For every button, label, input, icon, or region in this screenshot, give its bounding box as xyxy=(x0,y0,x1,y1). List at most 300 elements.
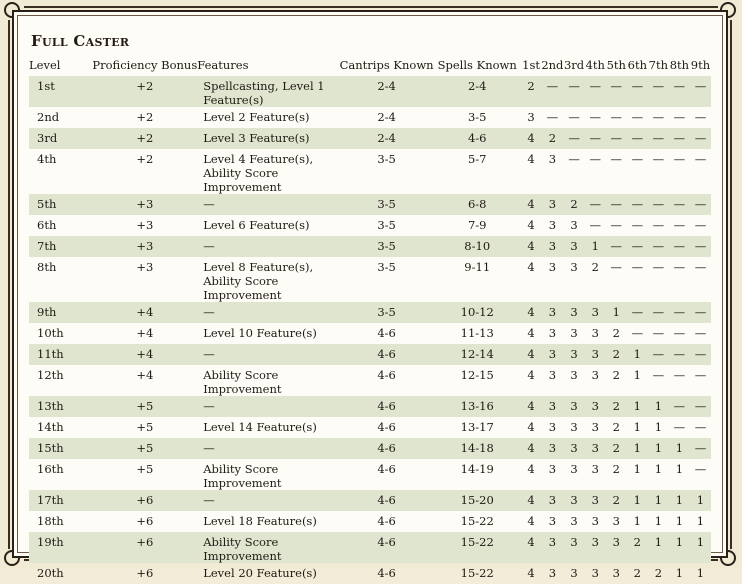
cell-cantrips: 4-6 xyxy=(377,462,396,476)
frame-top-edge xyxy=(24,6,718,8)
cell-slot: 4 xyxy=(521,396,541,417)
cell-slot: — xyxy=(610,110,623,124)
header-slot-2nd: 2nd xyxy=(541,58,564,72)
cell-proficiency: +3 xyxy=(92,236,197,257)
cell-spells-known: 8-10 xyxy=(434,236,521,257)
table-row xyxy=(29,344,711,365)
cell-slot: — xyxy=(589,110,602,124)
cell-features: Ability Score Improvement xyxy=(203,462,282,490)
cell-level: 2nd xyxy=(37,110,60,124)
cell-slot: — xyxy=(563,128,584,149)
cell-spells-known: 12-14 xyxy=(434,344,521,365)
full-caster-table xyxy=(29,56,711,584)
cell-proficiency: +6 xyxy=(136,514,154,528)
cell-spells-known: 15-22 xyxy=(460,514,494,528)
cell-slot: 3 xyxy=(541,194,563,215)
cell-slot: — xyxy=(631,260,644,274)
header-slot-4th: 4th xyxy=(585,58,605,72)
header-features: Features xyxy=(197,58,249,72)
cell-slot: — xyxy=(585,76,606,107)
cell-slot: — xyxy=(631,326,644,340)
cell-slot: 2 xyxy=(606,344,627,365)
header-spells-known: Spells Known xyxy=(437,58,517,72)
cell-slot: — xyxy=(627,302,648,323)
cell-slot: 2 xyxy=(612,420,620,434)
cell-features: Level 6 Feature(s) xyxy=(203,218,310,232)
cell-slot: — xyxy=(589,152,602,166)
cell-slot: 3 xyxy=(612,566,620,580)
cell-slot: 2 xyxy=(612,326,620,340)
cell-slot: 3 xyxy=(585,490,606,511)
cell-slot: 1 xyxy=(654,514,663,528)
cell-slot: 3 xyxy=(570,368,578,382)
cell-level: 1st xyxy=(29,76,92,107)
cell-features: Spellcasting, Level 1 Feature(s) xyxy=(197,76,339,107)
cell-slot: — xyxy=(606,76,627,107)
cell-slot: — xyxy=(568,152,580,166)
table-row xyxy=(29,149,711,194)
cell-features: — xyxy=(197,236,339,257)
cell-slot: — xyxy=(669,128,690,149)
cell-features: — xyxy=(197,302,339,323)
cell-level: 18th xyxy=(37,514,64,528)
header-proficiency: Proficiency Bonus xyxy=(92,58,198,72)
cell-slot: 1 xyxy=(669,438,690,459)
cell-slot: — xyxy=(694,110,707,124)
cell-slot: 3 xyxy=(563,236,584,257)
cell-features: — xyxy=(197,490,339,511)
cell-slot: 3 xyxy=(548,218,557,232)
cell-slot: — xyxy=(541,76,563,107)
cell-slot: 3 xyxy=(585,302,606,323)
cell-slot: 3 xyxy=(563,302,584,323)
cell-slot: 2 xyxy=(627,532,648,563)
cell-slot: — xyxy=(694,152,707,166)
cell-slot: 1 xyxy=(696,514,705,528)
cell-slot: 2 xyxy=(612,462,620,476)
cell-proficiency: +5 xyxy=(136,420,154,434)
frame-left-edge xyxy=(8,20,10,549)
cell-level: 9th xyxy=(29,302,92,323)
cell-slot: 1 xyxy=(690,532,711,563)
cell-slot: — xyxy=(563,76,584,107)
cell-level: 6th xyxy=(37,218,57,232)
cell-slot: — xyxy=(669,344,690,365)
cell-slot: — xyxy=(694,420,707,434)
cell-slot: — xyxy=(673,218,686,232)
cell-slot: 1 xyxy=(627,490,648,511)
cell-slot: — xyxy=(669,396,690,417)
cell-features: Level 10 Feature(s) xyxy=(203,326,317,340)
cell-slot: 3 xyxy=(548,566,557,580)
cell-slot: — xyxy=(673,152,686,166)
cell-slot: 2 xyxy=(521,76,541,107)
cell-slot: 3 xyxy=(563,396,584,417)
table-title: Full Caster xyxy=(31,32,130,50)
header-level: Level xyxy=(29,58,61,72)
cell-level: 15th xyxy=(29,438,92,459)
cell-slot: 3 xyxy=(548,260,557,274)
cell-cantrips: 4-6 xyxy=(377,326,396,340)
cell-features: — xyxy=(197,344,339,365)
cell-slot: 3 xyxy=(585,532,606,563)
cell-slot: 1 xyxy=(585,236,606,257)
cell-slot: 4 xyxy=(527,462,535,476)
cell-level: 7th xyxy=(29,236,92,257)
cell-slot: — xyxy=(610,260,623,274)
cell-features: — xyxy=(197,396,339,417)
cell-slot: 3 xyxy=(570,326,578,340)
cell-slot: 1 xyxy=(627,438,648,459)
cell-proficiency: +6 xyxy=(92,532,197,563)
cell-slot: — xyxy=(589,218,602,232)
cell-cantrips: 2-4 xyxy=(340,76,434,107)
cell-proficiency: +3 xyxy=(136,260,154,274)
table-body xyxy=(29,76,711,584)
cell-slot: 3 xyxy=(570,218,578,232)
cell-slot: 3 xyxy=(570,462,578,476)
cell-spells-known: 12-15 xyxy=(460,368,494,382)
cell-slot: 4 xyxy=(521,128,541,149)
cell-slot: 3 xyxy=(548,462,557,476)
header-slot-5th: 5th xyxy=(606,58,626,72)
cell-slot: 1 xyxy=(606,302,627,323)
cell-slot: — xyxy=(669,194,690,215)
cell-level: 14th xyxy=(37,420,64,434)
cell-proficiency: +3 xyxy=(136,218,154,232)
cell-slot: 1 xyxy=(648,532,669,563)
cell-spells-known: 10-12 xyxy=(434,302,521,323)
cell-slot: 1 xyxy=(696,566,705,580)
cell-cantrips: 2-4 xyxy=(377,110,396,124)
cell-spells-known: 6-8 xyxy=(434,194,521,215)
cell-slot: — xyxy=(606,194,627,215)
cell-slot: 3 xyxy=(585,344,606,365)
cell-cantrips: 4-6 xyxy=(340,396,434,417)
cell-slot: — xyxy=(606,128,627,149)
cell-slot: — xyxy=(585,194,606,215)
cell-level: 19th xyxy=(29,532,92,563)
cell-slot: 1 xyxy=(675,514,684,528)
cell-slot: 3 xyxy=(541,532,563,563)
cell-slot: 4 xyxy=(527,326,535,340)
cell-slot: 3 xyxy=(591,420,599,434)
cell-slot: — xyxy=(652,218,665,232)
cell-slot: 1 xyxy=(654,420,663,434)
cell-proficiency: +5 xyxy=(92,438,197,459)
cell-slot: — xyxy=(648,302,669,323)
cell-spells-known: 5-7 xyxy=(467,152,487,166)
cell-slot: 1 xyxy=(633,514,641,528)
cell-slot: 3 xyxy=(591,368,599,382)
cell-proficiency: +4 xyxy=(92,344,197,365)
cell-features: Level 2 Feature(s) xyxy=(203,110,310,124)
cell-spells-known: 14-19 xyxy=(460,462,494,476)
cell-cantrips: 3-5 xyxy=(340,302,434,323)
cell-slot: — xyxy=(652,368,665,382)
header-slot-9th: 9th xyxy=(690,58,711,72)
cell-proficiency: +2 xyxy=(136,152,154,166)
cell-slot: 2 xyxy=(563,194,584,215)
cell-features: Level 3 Feature(s) xyxy=(197,128,339,149)
cell-proficiency: +2 xyxy=(92,76,197,107)
cell-slot: 4 xyxy=(521,236,541,257)
cell-slot: 3 xyxy=(585,438,606,459)
cell-slot: — xyxy=(627,194,648,215)
cell-spells-known: 13-17 xyxy=(460,420,494,434)
cell-slot: 3 xyxy=(527,110,535,124)
cell-slot: 1 xyxy=(669,532,690,563)
cell-slot: — xyxy=(694,462,707,476)
cell-features: Level 4 Feature(s), Ability Score Improvement xyxy=(203,152,314,194)
cell-proficiency: +4 xyxy=(92,302,197,323)
cell-features: — xyxy=(197,438,339,459)
cell-slot: 3 xyxy=(591,566,599,580)
table-row xyxy=(29,257,711,302)
table-row xyxy=(29,459,711,490)
cell-proficiency: +2 xyxy=(136,110,154,124)
cell-cantrips: 4-6 xyxy=(377,514,396,528)
cell-slot: 3 xyxy=(570,420,578,434)
cell-slot: — xyxy=(610,218,623,232)
cell-cantrips: 4-6 xyxy=(340,490,434,511)
cell-level: 3rd xyxy=(29,128,92,149)
cell-slot: 1 xyxy=(633,420,641,434)
cell-proficiency: +4 xyxy=(136,326,154,340)
cell-cantrips: 4-6 xyxy=(377,368,396,382)
table-row xyxy=(29,76,711,107)
cell-slot: — xyxy=(568,110,580,124)
header-slot-6th: 6th xyxy=(627,58,647,72)
header-slot-8th: 8th xyxy=(669,58,690,72)
table-row xyxy=(29,323,711,344)
cell-slot: — xyxy=(673,260,686,274)
cell-cantrips: 3-5 xyxy=(377,218,396,232)
table-row xyxy=(29,215,711,236)
cell-slot: 2 xyxy=(541,128,563,149)
cell-cantrips: 3-5 xyxy=(377,152,396,166)
cell-slot: — xyxy=(690,396,711,417)
cell-level: 12th xyxy=(37,368,64,382)
cell-slot: — xyxy=(606,236,627,257)
cell-level: 11th xyxy=(29,344,92,365)
cell-slot: 3 xyxy=(548,326,557,340)
table-row xyxy=(29,532,711,563)
cell-features: Ability Score Improvement xyxy=(197,532,339,563)
cell-slot: 3 xyxy=(548,152,557,166)
cell-slot: 1 xyxy=(675,462,684,476)
cell-spells-known: 4-6 xyxy=(434,128,521,149)
cell-proficiency: +5 xyxy=(92,396,197,417)
cell-slot: — xyxy=(627,236,648,257)
cell-level: 13th xyxy=(29,396,92,417)
cell-slot: 3 xyxy=(563,490,584,511)
cell-slot: 3 xyxy=(541,302,563,323)
table-row xyxy=(29,417,711,438)
cell-slot: 3 xyxy=(541,438,563,459)
cell-slot: — xyxy=(673,420,686,434)
cell-cantrips: 2-4 xyxy=(340,128,434,149)
cell-slot: — xyxy=(631,152,644,166)
cell-slot: — xyxy=(610,152,623,166)
cell-slot: 4 xyxy=(527,260,535,274)
cell-slot: 3 xyxy=(548,368,557,382)
cell-slot: — xyxy=(690,344,711,365)
cell-slot: 4 xyxy=(521,344,541,365)
table-row xyxy=(29,194,711,215)
cell-slot: 1 xyxy=(669,490,690,511)
cell-slot: 2 xyxy=(606,490,627,511)
cell-slot: — xyxy=(652,260,665,274)
cell-slot: — xyxy=(648,128,669,149)
cell-slot: 2 xyxy=(606,438,627,459)
cell-slot: 4 xyxy=(527,368,535,382)
cell-slot: 3 xyxy=(548,420,557,434)
table-row xyxy=(29,107,711,128)
cell-slot: — xyxy=(694,218,707,232)
cell-slot: 3 xyxy=(591,514,599,528)
cell-spells-known: 15-22 xyxy=(460,566,494,580)
cell-cantrips: 4-6 xyxy=(340,438,434,459)
cell-slot: — xyxy=(546,110,559,124)
cell-slot: — xyxy=(694,260,707,274)
cell-slot: 2 xyxy=(654,566,663,580)
cell-slot: 4 xyxy=(521,490,541,511)
cell-slot: 2 xyxy=(591,260,599,274)
cell-slot: — xyxy=(652,110,665,124)
cell-proficiency: +4 xyxy=(136,368,154,382)
cell-slot: 3 xyxy=(606,532,627,563)
cell-slot: 4 xyxy=(527,218,535,232)
cell-cantrips: 3-5 xyxy=(340,236,434,257)
table-row xyxy=(29,438,711,459)
cell-slot: 1 xyxy=(648,396,669,417)
cell-slot: — xyxy=(673,110,686,124)
cell-cantrips: 4-6 xyxy=(340,532,434,563)
cell-slot: — xyxy=(690,438,711,459)
cell-slot: — xyxy=(690,302,711,323)
cell-slot: 3 xyxy=(541,396,563,417)
cell-slot: 3 xyxy=(585,396,606,417)
cell-slot: 4 xyxy=(527,420,535,434)
cell-slot: 3 xyxy=(570,566,578,580)
cell-slot: — xyxy=(669,76,690,107)
cell-slot: 1 xyxy=(627,344,648,365)
cell-slot: — xyxy=(690,128,711,149)
cell-slot: — xyxy=(627,128,648,149)
cell-slot: 3 xyxy=(570,514,578,528)
cell-slot: 1 xyxy=(648,490,669,511)
cell-slot: 3 xyxy=(563,532,584,563)
cell-slot: — xyxy=(627,76,648,107)
cell-slot: 4 xyxy=(521,194,541,215)
cell-spells-known: 2-4 xyxy=(434,76,521,107)
header-slot-7th: 7th xyxy=(648,58,669,72)
cell-slot: — xyxy=(652,326,665,340)
header-slot-3rd: 3rd xyxy=(563,58,585,72)
cell-slot: 2 xyxy=(633,566,641,580)
cell-slot: — xyxy=(669,302,690,323)
cell-features: Level 20 Feature(s) xyxy=(203,566,317,580)
cell-cantrips: 3-5 xyxy=(340,194,434,215)
cell-slot: 2 xyxy=(612,368,620,382)
cell-slot: 1 xyxy=(654,462,663,476)
cell-slot: — xyxy=(673,326,686,340)
cell-slot: 1 xyxy=(633,462,641,476)
cell-slot: 4 xyxy=(527,152,535,166)
table-row xyxy=(29,128,711,149)
header-slot-1st: 1st xyxy=(522,58,541,72)
cell-features: Ability Score Improvement xyxy=(203,368,282,396)
cell-spells-known: 15-22 xyxy=(434,532,521,563)
cell-slot: 3 xyxy=(541,236,563,257)
cell-slot: 1 xyxy=(648,438,669,459)
cell-proficiency: +3 xyxy=(92,194,197,215)
cell-spells-known: 9-11 xyxy=(464,260,491,274)
cell-slot: — xyxy=(648,344,669,365)
cell-slot: — xyxy=(673,368,686,382)
cell-level: 17th xyxy=(29,490,92,511)
cell-slot: — xyxy=(694,326,707,340)
cell-spells-known: 13-16 xyxy=(434,396,521,417)
cell-level: 5th xyxy=(29,194,92,215)
cell-level: 20th xyxy=(37,566,64,580)
table-row xyxy=(29,236,711,257)
cell-spells-known: 3-5 xyxy=(467,110,487,124)
cell-features: — xyxy=(197,194,339,215)
table-row xyxy=(29,563,711,584)
cell-slot: — xyxy=(690,76,711,107)
table-row xyxy=(29,490,711,511)
cell-slot: 3 xyxy=(570,260,578,274)
cell-slot: 3 xyxy=(612,514,620,528)
cell-slot: — xyxy=(631,110,644,124)
cell-spells-known: 14-18 xyxy=(434,438,521,459)
cell-slot: — xyxy=(648,236,669,257)
cell-cantrips: 4-6 xyxy=(377,420,396,434)
cell-slot: — xyxy=(585,128,606,149)
cell-cantrips: 4-6 xyxy=(377,566,396,580)
cell-slot: 3 xyxy=(591,462,599,476)
cell-slot: — xyxy=(690,236,711,257)
cell-slot: 2 xyxy=(606,396,627,417)
cell-slot: 4 xyxy=(521,532,541,563)
cell-slot: 3 xyxy=(591,326,599,340)
table-row xyxy=(29,511,711,532)
cell-slot: 1 xyxy=(675,566,684,580)
header-cantrips: Cantrips Known xyxy=(339,58,434,72)
cell-slot: — xyxy=(648,194,669,215)
cell-proficiency: +5 xyxy=(136,462,154,476)
cell-slot: 3 xyxy=(563,438,584,459)
cell-cantrips: 3-5 xyxy=(377,260,396,274)
table-row xyxy=(29,302,711,323)
cell-level: 16th xyxy=(37,462,64,476)
frame-right-edge xyxy=(730,20,732,549)
cell-cantrips: 4-6 xyxy=(340,344,434,365)
cell-proficiency: +6 xyxy=(136,566,154,580)
cell-spells-known: 11-13 xyxy=(460,326,494,340)
cell-slot: — xyxy=(631,218,644,232)
cell-slot: 4 xyxy=(527,566,535,580)
cell-spells-known: 15-20 xyxy=(434,490,521,511)
table-header-row xyxy=(29,56,711,76)
cell-slot: 1 xyxy=(633,368,641,382)
cell-slot: — xyxy=(690,194,711,215)
table-row xyxy=(29,365,711,396)
cell-spells-known: 7-9 xyxy=(467,218,487,232)
cell-proficiency: +2 xyxy=(92,128,197,149)
